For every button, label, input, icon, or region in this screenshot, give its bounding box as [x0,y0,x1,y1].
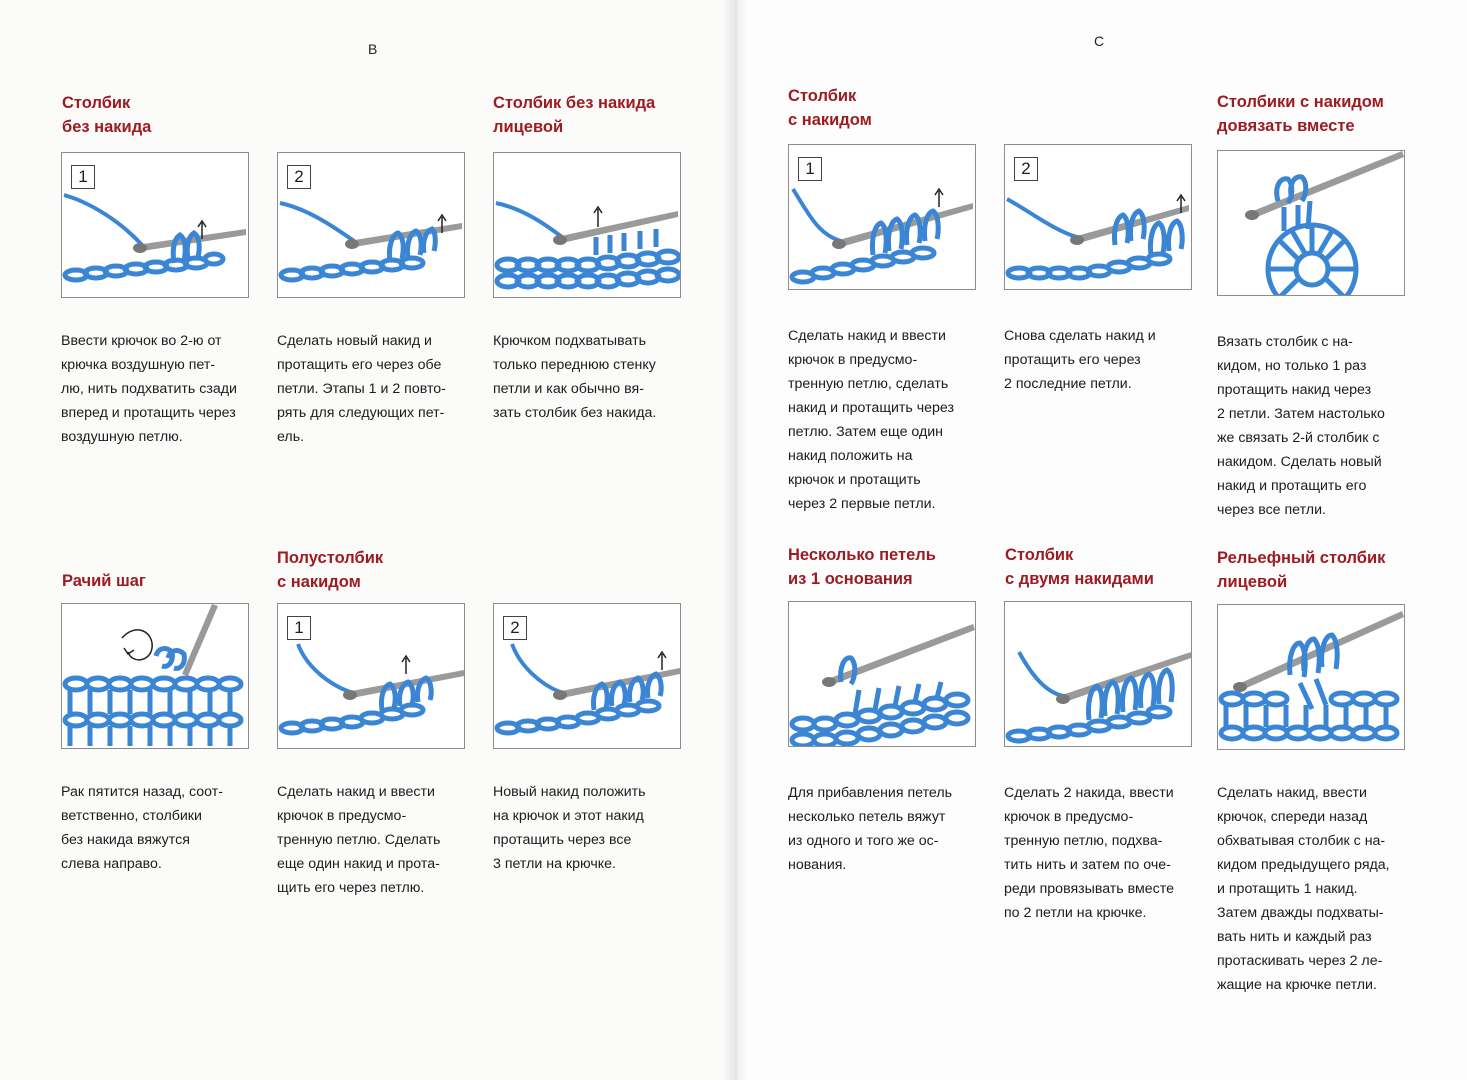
caption-half-double-2: Новый накид положить на крючок и этот накид протащить через все 3 петли на крючке. [493,784,646,872]
illustration-single-crochet-step-2 [277,152,465,298]
page-letter-left: B [368,41,378,57]
increase-stitches-illustration [789,602,975,746]
illustration-front-loop-single-crochet [493,152,681,298]
step-number: 2 [287,165,311,189]
crab-stitch-illustration [62,604,248,748]
caption-single-crochet-1: Ввести крючок во 2-ю от крючка воздушную пет- лю, нить подхватить сзади вперед и протащить через воздушную петлю. [61,333,237,445]
heading-double-crochet-together: Столбики с накидом довязать вместе [1217,93,1384,135]
heading-treble-crochet: Столбик с двумя накидами [1005,546,1154,588]
caption-front-loop-single-crochet: Крючком подхватывать только переднюю стенку петли и как обычно вя- зать столбик без накида. [493,333,657,421]
heading-front-loop-single-crochet: Столбик без накида лицевой [493,94,656,136]
illustration-half-double-step-1 [277,603,465,749]
step-number: 1 [71,165,95,189]
caption-treble-crochet: Сделать 2 накида, ввести крючок в предусмо- тренную петлю, подхва- тить нить и затем по оче- реди провязывать вместе по 2 петли на крючке. [1004,785,1174,921]
page-letter-right: C [1094,33,1105,49]
caption-half-double-1: Сделать накид и ввести крючок в предусмо- тренную петлю. Сделать еще один накид и прота- щить его через петлю. [277,784,441,896]
step-number: 2 [503,616,527,640]
illustration-half-double-step-2 [493,603,681,749]
illustration-increase-stitches [788,601,976,747]
caption-double-crochet-together: Вязать столбик с на- кидом, но только 1 раз протащить накид через 2 петли. Затем настолько же связать 2-й столбик с накидом. Сделать новый накид и протащить его через все петли. [1217,334,1385,518]
treble-crochet-illustration [1005,602,1191,746]
caption-front-post-double-crochet: Сделать накид, ввести крючок, спереди назад обхватывая столбик с на- кидом предыдущего ряда, и протащить 1 накид. Затем дважды подхваты- вать нить и каждый раз протаскивать через 2 ле- жащие на крючке петли. [1217,785,1390,993]
illustration-double-crochet-step-1 [788,144,976,290]
caption-crab-stitch: Рак пятится назад, соот- ветственно, столбики без накида вяжутся слева направо. [61,784,223,872]
illustration-double-crochet-together [1217,150,1405,296]
caption-increase-stitches: Для прибавления петель несколько петель вяжут из одного и того же ос- нования. [788,785,952,873]
heading-increase-stitches: Несколько петель из 1 основания [788,546,936,588]
caption-double-crochet-2: Снова сделать накид и протащить его через 2 последние петли. [1004,328,1156,392]
front-loop-single-crochet-illustration [494,153,680,297]
step-number: 2 [1014,157,1038,181]
heading-double-crochet: Столбик с накидом [788,87,872,129]
step-number: 1 [798,157,822,181]
illustration-double-crochet-step-2 [1004,144,1192,290]
illustration-single-crochet-step-1 [61,152,249,298]
caption-single-crochet-2: Сделать новый накид и протащить его через обе петли. Этапы 1 и 2 повто- рять для следующих пет- ель. [277,333,446,445]
heading-front-post-double-crochet: Рельефный столбик лицевой [1217,549,1386,591]
heading-half-double-crochet: Полустолбик с накидом [277,549,384,591]
heading-single-crochet: Столбик без накида [62,94,152,136]
page-gutter [722,0,748,1080]
front-post-double-crochet-illustration [1218,605,1404,749]
illustration-front-post-double-crochet [1217,604,1405,750]
step-number: 1 [287,616,311,640]
illustration-treble-crochet [1004,601,1192,747]
heading-crab-stitch: Рачий шаг [62,572,146,590]
double-crochet-together-illustration [1218,151,1404,295]
caption-double-crochet-1: Сделать накид и ввести крючок в предусмо- тренную петлю, сделать накид и протащить через петлю. Затем еще один накид положить на крючок и протащить через 2 первые петли. [788,328,955,512]
illustration-crab-stitch [61,603,249,749]
